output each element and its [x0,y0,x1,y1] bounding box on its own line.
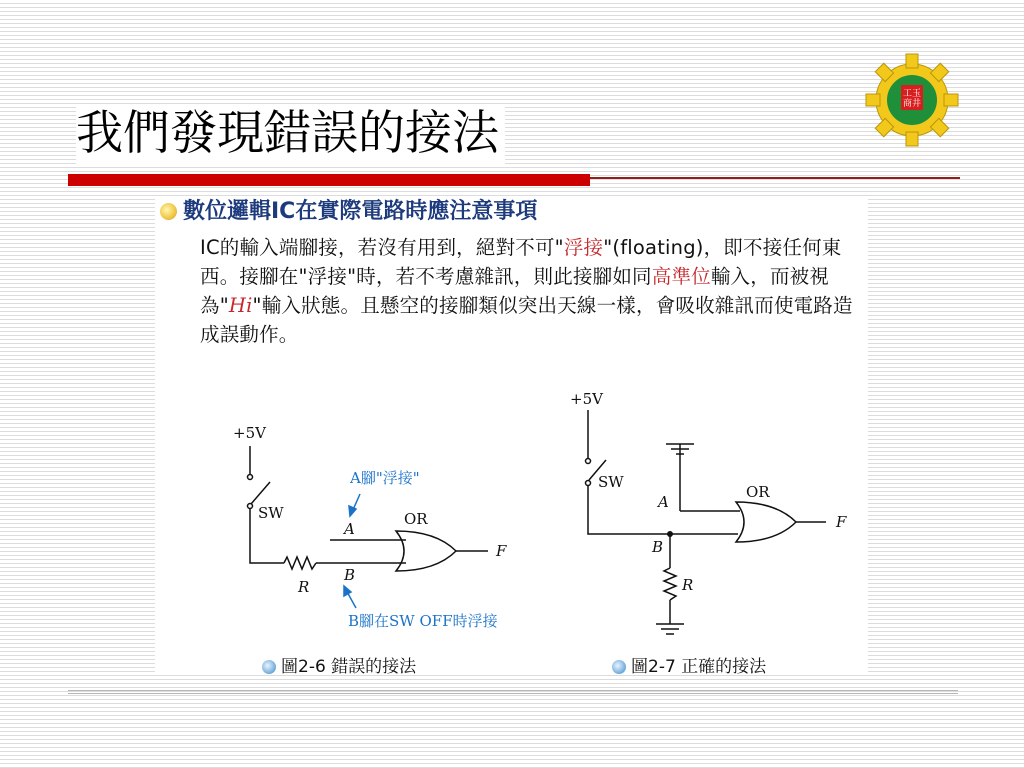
left-input-b-label: B [344,566,356,584]
right-supply-label: +5V [570,390,603,408]
left-supply-label: +5V [233,424,266,442]
logo-text-bottom: 商井 [902,99,922,109]
slide-title: 我們發現錯誤的接法 [76,104,505,164]
para-part-1: IC的輸入端腳接，若沒有用到，絕對不可" [200,236,564,259]
left-input-a-label: A [344,520,355,538]
right-resistor-label: R [682,576,694,594]
left-note-a: A腳"浮接" [350,469,420,487]
left-output-label: F [496,542,507,560]
para-part-5: 輸入，而被視為" [200,265,830,317]
logo-text-top: 工玉 [902,89,922,99]
caption-text-left: 圖2-6 錯誤的接法 [281,657,417,677]
caption-bullet-icon [262,660,276,674]
caption-figure-2-7 [612,652,766,677]
heading-text: 數位邏輯IC在實際電路時應注意事項 [183,199,538,224]
caption-bullet-icon [612,660,626,674]
para-emphasis-hi: Hi [228,294,253,317]
footer-divider-secondary [68,693,958,694]
left-gate-label: OR [404,510,428,528]
left-resistor-label: R [298,578,310,596]
para-emphasis-floating: 浮接 [563,236,604,259]
right-switch-label: SW [598,473,624,491]
footer-divider [68,690,958,691]
para-part-7: "輸入狀態。且懸空的接腳類似突出天線一樣，會吸收雜訊而使電路造成誤動作。 [200,294,853,346]
right-input-a-label: A [658,493,669,511]
right-output-label: F [836,513,847,531]
para-emphasis-high-level: 高準位 [651,265,711,288]
left-note-b: B腳在SW OFF時浮接 [348,612,498,630]
caption-figure-2-6 [262,652,416,677]
para-part-3: "(floating)，即不接任何東西。接腳在"浮接"時，若不考慮雜訊，則此接腳如同 [200,236,842,288]
caption-text-right: 圖2-7 正確的接法 [631,657,767,677]
left-switch-label: SW [258,504,284,522]
right-input-b-label: B [652,538,664,556]
right-gate-label: OR [746,483,770,501]
